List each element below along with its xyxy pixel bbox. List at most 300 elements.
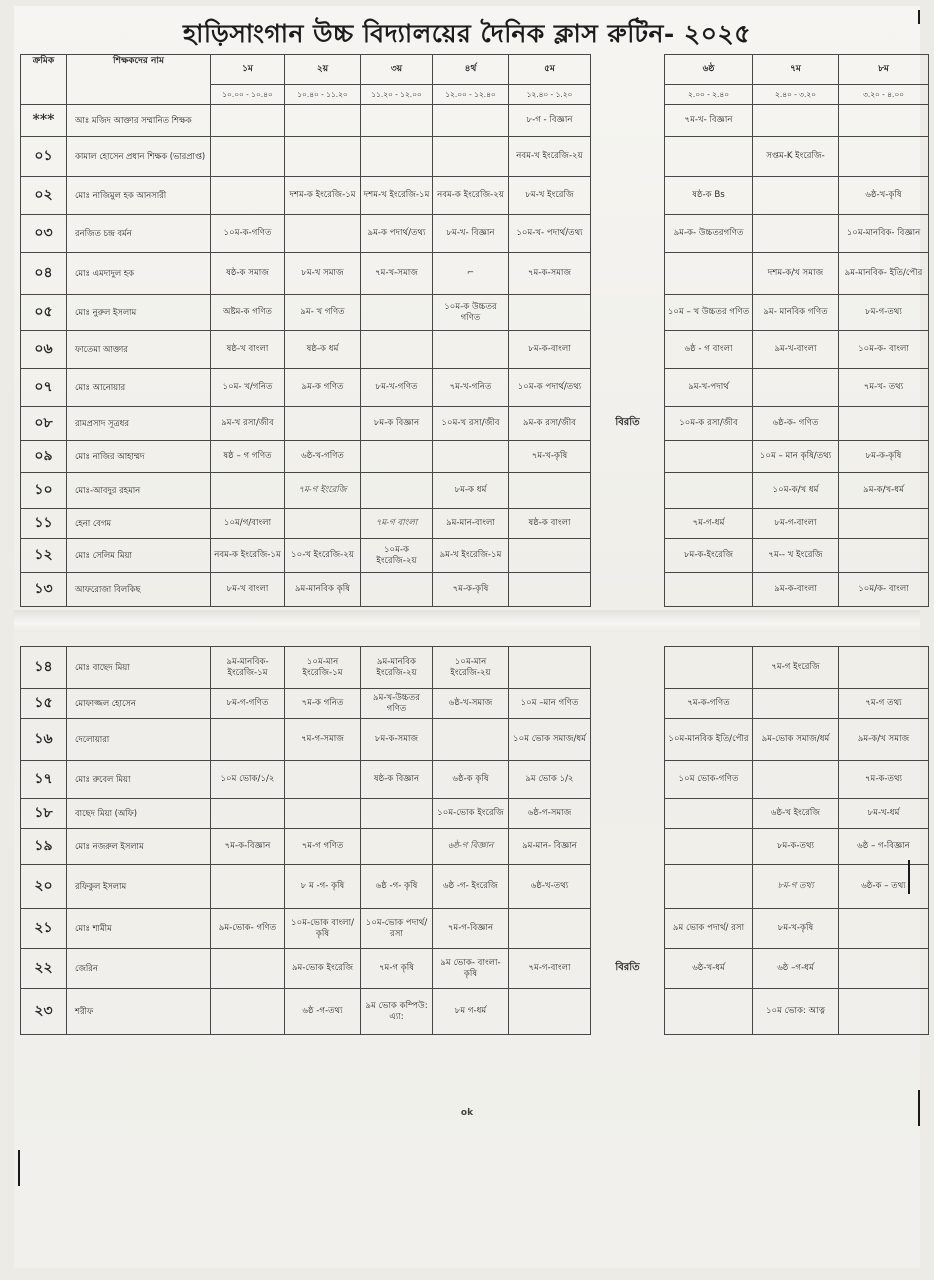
serial-cell: ০৫ xyxy=(21,295,67,331)
teacher-row xyxy=(21,829,929,865)
class-cell: ৭ম-ক-বিজ্ঞান xyxy=(211,829,285,865)
class-cell: ষষ্ঠ-ক বাংলা xyxy=(509,509,591,539)
teacher-name: মোঃ নুরুল ইসলাম xyxy=(67,295,211,331)
class-cell xyxy=(285,799,361,829)
class-cell xyxy=(361,473,433,509)
teacher-name: মোঃ আনোয়ার xyxy=(67,369,211,407)
serial-cell: ০২ xyxy=(21,177,67,215)
class-cell: ৭ম-খ-গনিত xyxy=(433,369,509,407)
class-cell: ৮ম-খ সমাজ xyxy=(285,253,361,295)
class-cell: ৬ষ্ঠ-খ-তথ্য xyxy=(509,865,591,909)
class-cell: ৯ম-খ-উচ্চতর গণিত xyxy=(361,689,433,719)
teacher-row xyxy=(21,295,929,331)
class-cell: নবম-খ ইংরেজি-২য় xyxy=(509,137,591,177)
teacher-name: ফাতেমা আক্তার xyxy=(67,331,211,369)
class-cell: ৯ম-মানবিক কৃষি xyxy=(285,573,361,607)
class-cell xyxy=(211,799,285,829)
class-cell: দশম-ক ইংরেজি-১ম xyxy=(285,177,361,215)
break-column xyxy=(591,719,665,761)
break-column xyxy=(591,829,665,865)
serial-cell: ০৪ xyxy=(21,253,67,295)
serial-cell: ১৯ xyxy=(21,829,67,865)
serial-cell: ০১ xyxy=(21,137,67,177)
break-column xyxy=(591,441,665,473)
break-column xyxy=(591,253,665,295)
class-cell: ১০ম-ক/খ ধর্ম xyxy=(753,473,839,509)
serial-cell: ০৩ xyxy=(21,215,67,253)
class-cell: ৯ম-ক পদার্থ/তথ্য xyxy=(361,215,433,253)
class-cell: ৯ম-মানবিক- ইতি/পৌর xyxy=(839,253,929,295)
class-cell: ১০ম-ক উচ্চতর গণিত xyxy=(433,295,509,331)
class-cell: ষষ্ঠ-খ বাংলা xyxy=(211,331,285,369)
class-cell: ৯ম-মান- বিজ্ঞান xyxy=(509,829,591,865)
handwritten-note: ৭ম-গ ইংরেজি xyxy=(285,473,361,509)
class-cell: ষষ্ঠ-ক ধর্ম xyxy=(285,331,361,369)
class-cell: ৭ম-ক-গণিত xyxy=(665,689,753,719)
class-cell: ৯ম-ভোক ইংরেজি xyxy=(285,949,361,989)
teacher-name: রনজিত চন্দ্র বর্মন xyxy=(67,215,211,253)
class-cell: ৬ষ্ঠ -গ-তথ্য xyxy=(285,989,361,1035)
class-cell xyxy=(433,719,509,761)
break-column: বিরতি xyxy=(591,407,665,441)
class-cell xyxy=(665,989,753,1035)
teacher-row xyxy=(21,539,929,573)
class-cell xyxy=(361,105,433,137)
margin-mark xyxy=(18,1150,20,1186)
class-cell: ষষ্ঠ – গ গণিত xyxy=(211,441,285,473)
break-column xyxy=(591,909,665,949)
break-column xyxy=(591,369,665,407)
class-cell xyxy=(665,473,753,509)
class-cell: ৮ম-গ-গণিত xyxy=(211,689,285,719)
class-cell: ৭ম-গ-বাংলা xyxy=(509,949,591,989)
class-cell xyxy=(839,647,929,689)
class-cell: ৬ষ্ঠ-খ ইংরেজি xyxy=(753,799,839,829)
class-cell: ৮ম-ক ধর্ম xyxy=(433,473,509,509)
class-cell: ৬ষ্ঠ-খ-ধর্ম xyxy=(665,949,753,989)
teacher-row xyxy=(21,137,929,177)
class-cell: ৯ম-খ-বাংলা xyxy=(753,331,839,369)
class-cell: ৬ষ্ঠ-গ-সমাজ xyxy=(509,799,591,829)
break-column xyxy=(591,473,665,509)
class-cell: ৯ম-ক- উচ্চতরগণিত xyxy=(665,215,753,253)
break-column-head xyxy=(591,55,665,85)
teacher-name: শরীফ xyxy=(67,989,211,1035)
break-column xyxy=(591,761,665,799)
class-cell: ৬ষ্ঠ – গ-বিজ্ঞান xyxy=(839,829,929,865)
class-cell: ৭ম-ক গনিত xyxy=(285,689,361,719)
class-cell: ৮ম-ক বিজ্ঞান xyxy=(361,407,433,441)
period-time: ১২.০০ - ১২.৪০ xyxy=(433,85,509,105)
class-cell: ৮ম-খ ইংরেজি xyxy=(509,177,591,215)
class-cell: ৯ম-মান-বাংলা xyxy=(433,509,509,539)
header-period: ৫ম xyxy=(509,55,591,85)
class-cell: ৬ষ্ঠ -গ- ইংরেজি xyxy=(433,865,509,909)
handwritten-note: ৬ষ্ঠ-গ বিজ্ঞান xyxy=(433,829,509,865)
class-cell: ৬ষ্ঠ -গ- কৃষি xyxy=(361,865,433,909)
break-column xyxy=(591,85,665,105)
teacher-name: মোঃ রুবেল মিয়া xyxy=(67,761,211,799)
break-column xyxy=(591,989,665,1035)
class-cell: নবম-ক ইংরেজি-২য় xyxy=(433,177,509,215)
routine-table-bottom xyxy=(20,646,929,1035)
period-time: ২.৪০ - ৩.২০ xyxy=(753,85,839,105)
teacher-row xyxy=(21,509,929,539)
class-cell: ৮ম-ক-বাংলা xyxy=(509,331,591,369)
class-cell: ৯ম-ভোক- গণিত xyxy=(211,909,285,949)
class-cell xyxy=(839,105,929,137)
teacher-name: মোঃ নজরুল ইসলাম xyxy=(67,829,211,865)
period-time: ১২.৪০ - ১.২০ xyxy=(509,85,591,105)
class-cell xyxy=(211,473,285,509)
page-title: হাড়িসাংগান উচ্চ বিদ্যালয়ের দৈনিক ক্লাস রুটিন- ২০২৫ xyxy=(183,19,751,48)
class-cell: ৬ষ্ঠ-খ-গণিত xyxy=(285,441,361,473)
class-cell: ১০ম ভোক সমাজ/ধর্ম xyxy=(509,719,591,761)
class-cell xyxy=(285,215,361,253)
class-cell: ১০ম-খ- পদার্থ/তথ্য xyxy=(509,215,591,253)
break-column xyxy=(591,539,665,573)
class-cell: ৮ম-খ- বিজ্ঞান xyxy=(433,215,509,253)
margin-mark xyxy=(918,1090,920,1126)
class-cell xyxy=(361,441,433,473)
teacher-row xyxy=(21,647,929,689)
class-cell: ৯ম- মানবিক গণিত xyxy=(753,295,839,331)
serial-cell: ০৯ xyxy=(21,441,67,473)
class-cell: ৮ম গ-ধর্ম xyxy=(433,989,509,1035)
class-cell: দশম-ক/খ সমাজ xyxy=(753,253,839,295)
class-cell: ৯ম-ভোক সমাজ/ধর্ম xyxy=(753,719,839,761)
class-cell: ৮ম-খ-ধর্ম xyxy=(839,799,929,829)
header-period: ৪র্থ xyxy=(433,55,509,85)
serial-cell: ১২ xyxy=(21,539,67,573)
class-cell: ৮ম-গ-তথ্য xyxy=(839,295,929,331)
class-cell: ৯ম-মানবিক- ইংরেজি-১ম xyxy=(211,647,285,689)
class-cell: ষষ্ঠ-ক সমাজ xyxy=(211,253,285,295)
class-cell: ৯ম ভোক- বাংলা-কৃষি xyxy=(433,949,509,989)
class-cell: ৬ষ্ঠ-ক কৃষি xyxy=(433,761,509,799)
class-cell: ৭ম-- খ ইংরেজি xyxy=(753,539,839,573)
class-cell: ৭ম-গ ইংরেজি xyxy=(753,647,839,689)
class-cell xyxy=(753,369,839,407)
teacher-name: রফিকুল ইসলাম xyxy=(67,865,211,909)
class-cell: ৯ম ভোক পদার্থ/ রসা xyxy=(665,909,753,949)
class-cell xyxy=(665,253,753,295)
class-cell xyxy=(211,719,285,761)
break-column xyxy=(591,105,665,137)
class-cell: ৯ম-খ-পদার্থ xyxy=(665,369,753,407)
class-cell xyxy=(509,573,591,607)
margin-mark xyxy=(918,10,920,24)
paper-fold xyxy=(14,610,920,632)
teacher-name: কামাল হোসেন প্রধান শিক্ষক (ভারপ্রাপ্ত) xyxy=(67,137,211,177)
class-cell: ৮ম-গ-বাংলা xyxy=(753,509,839,539)
class-cell: ১০ম ভোক/১/২ xyxy=(211,761,285,799)
class-cell: ১০ম-ভোক পদার্থ/ রসা xyxy=(361,909,433,949)
serial-cell: ১১ xyxy=(21,509,67,539)
class-cell xyxy=(361,137,433,177)
class-cell: ৭ম-খ- বিজ্ঞান xyxy=(665,105,753,137)
class-cell: ৭ম-গ তথ্য xyxy=(839,689,929,719)
class-cell: নবম-ক ইংরেজি-১ম xyxy=(211,539,285,573)
break-column xyxy=(591,689,665,719)
class-cell: ৮ম-খ বাংলা xyxy=(211,573,285,607)
teacher-name: মোঃ নাজির আহাম্মদ xyxy=(67,441,211,473)
serial-cell: *** xyxy=(21,105,67,137)
serial-cell: ১৬ xyxy=(21,719,67,761)
class-cell xyxy=(211,989,285,1035)
teacher-row xyxy=(21,761,929,799)
class-cell: ৬ষ্ঠ-খ-কৃষি xyxy=(839,177,929,215)
class-cell: ৮ম-ক-কৃষি xyxy=(839,441,929,473)
class-cell xyxy=(665,137,753,177)
class-cell xyxy=(665,865,753,909)
class-cell: ১০ম-ক ইংরেজি-২য় xyxy=(361,539,433,573)
class-cell xyxy=(509,989,591,1035)
class-cell xyxy=(665,647,753,689)
class-cell: ৯ম-ক রসা/জীব xyxy=(509,407,591,441)
class-cell xyxy=(211,137,285,177)
class-cell xyxy=(665,799,753,829)
serial-cell: ১৪ xyxy=(21,647,67,689)
teacher-row xyxy=(21,865,929,909)
class-cell xyxy=(211,105,285,137)
teacher-row xyxy=(21,989,929,1035)
class-cell: ৮ ম -গ- কৃষি xyxy=(285,865,361,909)
teacher-row xyxy=(21,909,929,949)
break-column xyxy=(591,295,665,331)
teacher-name: জেরিন xyxy=(67,949,211,989)
serial-cell: ১০ xyxy=(21,473,67,509)
teacher-name: দেলোয়ারা xyxy=(67,719,211,761)
class-cell: ৭ম-গ-ধর্ম xyxy=(665,509,753,539)
class-cell xyxy=(509,473,591,509)
teacher-name: মোঃ এমদাদুল হক xyxy=(67,253,211,295)
class-cell xyxy=(433,331,509,369)
class-cell xyxy=(753,105,839,137)
class-cell xyxy=(665,441,753,473)
header-serial: ক্রমিক xyxy=(21,55,67,105)
class-cell xyxy=(839,909,929,949)
class-cell: ১০ম – খ উচ্চতর গণিত xyxy=(665,295,753,331)
class-cell xyxy=(433,441,509,473)
class-cell: ৭ম-ক-সমাজ xyxy=(509,253,591,295)
teacher-row xyxy=(21,369,929,407)
serial-cell: ১৭ xyxy=(21,761,67,799)
break-column xyxy=(591,799,665,829)
class-cell xyxy=(665,573,753,607)
class-cell: ৮ম-খ-গণিত xyxy=(361,369,433,407)
class-cell: ৭ম-খ-সমাজ xyxy=(361,253,433,295)
class-cell: ৯ম-ক/খ সমাজ xyxy=(839,719,929,761)
serial-cell: ২০ xyxy=(21,865,67,909)
header-teacher: শিক্ষকদের নাম xyxy=(67,55,211,105)
class-cell: ষষ্ঠ-ক Bs xyxy=(665,177,753,215)
class-cell xyxy=(285,761,361,799)
class-cell: ৬ষ্ঠ-খ-সমাজ xyxy=(433,689,509,719)
routine-table-top xyxy=(20,54,929,607)
serial-cell: ২৩ xyxy=(21,989,67,1035)
class-cell: ১০ম-মানবিক- বিজ্ঞান xyxy=(839,215,929,253)
class-cell: ১০ম/গ/বাংলা xyxy=(211,509,285,539)
class-cell: ১০ম-ভোক বাংলা/কৃষি xyxy=(285,909,361,949)
serial-cell: ০৭ xyxy=(21,369,67,407)
class-cell: ৯ম-খ রসা/জীব xyxy=(211,407,285,441)
class-cell xyxy=(753,215,839,253)
header-period: ৬ষ্ঠ xyxy=(665,55,753,85)
class-cell: ৭ম-গ-সমাজ xyxy=(285,719,361,761)
class-cell xyxy=(839,509,929,539)
class-cell: ১০ম ভোক: আত্ন xyxy=(753,989,839,1035)
class-cell xyxy=(285,407,361,441)
handwritten-note: ৭ম-গ বাংলা xyxy=(361,509,433,539)
class-cell: ৮ম-ক-তথ্য xyxy=(753,829,839,865)
class-cell xyxy=(361,295,433,331)
class-cell: ৭ম-গ-বিজ্ঞান xyxy=(433,909,509,949)
serial-cell: ০৬ xyxy=(21,331,67,369)
break-column: বিরতি xyxy=(591,949,665,989)
class-cell: ১০ম-ভোক ইংরেজি xyxy=(433,799,509,829)
class-cell: সপ্তম-K ইংরেজি- xyxy=(753,137,839,177)
teacher-row xyxy=(21,441,929,473)
class-cell: ১০ম- খ/গনিত xyxy=(211,369,285,407)
teacher-name: মোঃ শামীম xyxy=(67,909,211,949)
class-cell xyxy=(211,949,285,989)
teacher-name: মোঃ-আবদুর রহমান xyxy=(67,473,211,509)
class-cell: ১০ম-ক পদার্থ/তথ্য xyxy=(509,369,591,407)
teacher-name: আঃ মজিদ আক্তার সম্মানিত শিক্ষক xyxy=(67,105,211,137)
class-cell xyxy=(433,137,509,177)
teacher-row xyxy=(21,719,929,761)
class-cell: ষষ্ঠ-ক বিজ্ঞান xyxy=(361,761,433,799)
class-cell: ৯ম-মানবিক ইংরেজি-২য় xyxy=(361,647,433,689)
class-cell: ৬ষ্ঠ-ক- গণিত xyxy=(753,407,839,441)
class-cell: ৮ম-ক-ইংরেজি xyxy=(665,539,753,573)
class-cell: ৭ম-খ-কৃষি xyxy=(509,441,591,473)
class-cell xyxy=(361,799,433,829)
class-cell: ৯ম-ক/খ-ধর্ম xyxy=(839,473,929,509)
class-cell xyxy=(665,829,753,865)
serial-cell: ১৮ xyxy=(21,799,67,829)
teacher-row xyxy=(21,331,929,369)
class-cell: ৬ষ্ঠ - গ বাংলা xyxy=(665,331,753,369)
class-cell: ৭ম-গ গণিত xyxy=(285,829,361,865)
teacher-row xyxy=(21,105,929,137)
break-column xyxy=(591,137,665,177)
class-cell: ৭ম-ক-কৃষি xyxy=(433,573,509,607)
header-period: ২য় xyxy=(285,55,361,85)
class-cell: অষ্টম-ক গণিত xyxy=(211,295,285,331)
break-column xyxy=(591,509,665,539)
class-cell xyxy=(839,137,929,177)
class-cell: ৯ম-ক গণিত xyxy=(285,369,361,407)
header-period: ৩য় xyxy=(361,55,433,85)
teacher-row xyxy=(21,177,929,215)
class-cell: ৭ম-গ কৃষি xyxy=(361,949,433,989)
handwritten-note: ⌐ xyxy=(433,253,509,295)
class-cell xyxy=(211,865,285,909)
class-cell xyxy=(753,761,839,799)
class-cell xyxy=(211,177,285,215)
header-period: ৭ম xyxy=(753,55,839,85)
class-cell: ১০ম-ক- বাংলা xyxy=(839,331,929,369)
teacher-row xyxy=(21,407,929,441)
class-cell xyxy=(361,829,433,865)
class-cell: ১০ম-ক রসা/জীব xyxy=(665,407,753,441)
class-cell: ৬ষ্ঠ –গ-ধর্ম xyxy=(753,949,839,989)
class-cell: ১০ম – মান কৃষি/তথ্য xyxy=(753,441,839,473)
class-cell: ৭ম-ক-তথ্য xyxy=(839,761,929,799)
class-cell: ৮ম-খ-কৃষি xyxy=(753,909,839,949)
serial-cell: ২২ xyxy=(21,949,67,989)
class-cell xyxy=(285,105,361,137)
teacher-row xyxy=(21,253,929,295)
class-cell: ১০ম –মান গণিত xyxy=(509,689,591,719)
period-time: ১০.৪০ - ১১.২০ xyxy=(285,85,361,105)
class-cell: ৯ম-ক-বাংলা xyxy=(753,573,839,607)
class-cell xyxy=(509,909,591,949)
class-cell xyxy=(509,539,591,573)
margin-mark xyxy=(908,860,910,894)
class-cell: দশম-খ ইংরেজি-১ম xyxy=(361,177,433,215)
header-row xyxy=(21,55,929,85)
teacher-row xyxy=(21,215,929,253)
class-cell xyxy=(753,177,839,215)
class-cell: ৯ম ভোক কম্পিউ: এ্যা: xyxy=(361,989,433,1035)
serial-cell: ২১ xyxy=(21,909,67,949)
class-cell: ৯ম- খ গণিত xyxy=(285,295,361,331)
header-period: ১ম xyxy=(211,55,285,85)
class-cell: ১০ম-মান ইংরেজি-১ম xyxy=(285,647,361,689)
footer-note: ok xyxy=(460,1108,474,1118)
class-cell xyxy=(285,137,361,177)
class-cell: ৭ম-খ- তথ্য xyxy=(839,369,929,407)
teacher-name: হেনা বেগম xyxy=(67,509,211,539)
class-cell: ১০ম-মান ইংরেজি-২য় xyxy=(433,647,509,689)
period-time: ৩.২০ - ৪.০০ xyxy=(839,85,929,105)
teacher-name: বাছেদ মিয়া (অফি) xyxy=(67,799,211,829)
break-column xyxy=(591,331,665,369)
class-cell: ১০ম ভোক-গণিত xyxy=(665,761,753,799)
class-cell: ৮-গ - বিজ্ঞান xyxy=(509,105,591,137)
class-cell: ১০-খ ইংরেজি-২য় xyxy=(285,539,361,573)
teacher-name: মোফাজ্জল হোসেন xyxy=(67,689,211,719)
teacher-row xyxy=(21,573,929,607)
class-cell xyxy=(839,989,929,1035)
period-time: ১১.২০ - ১২.০০ xyxy=(361,85,433,105)
break-column xyxy=(591,573,665,607)
teacher-name: মোঃ বাছেদ মিয়া xyxy=(67,647,211,689)
teacher-row xyxy=(21,689,929,719)
class-cell: ৯ম-খ ইংরেজি-১ম xyxy=(433,539,509,573)
teacher-row xyxy=(21,799,929,829)
class-cell xyxy=(509,295,591,331)
class-cell xyxy=(839,407,929,441)
teacher-row xyxy=(21,473,929,509)
class-cell: ১০ম/ক- বাংলা xyxy=(839,573,929,607)
class-cell xyxy=(753,689,839,719)
teacher-name: মোঃ নাজিমুল হক আনসারী xyxy=(67,177,211,215)
class-cell xyxy=(285,509,361,539)
teacher-row xyxy=(21,949,929,989)
class-cell: ১০ম-খ রসা/জীব xyxy=(433,407,509,441)
break-column xyxy=(591,647,665,689)
serial-cell: ১৫ xyxy=(21,689,67,719)
class-cell xyxy=(361,331,433,369)
serial-cell: ১৩ xyxy=(21,573,67,607)
class-cell xyxy=(839,949,929,989)
break-column xyxy=(591,177,665,215)
period-time: ১০.০০ - ১০.৪০ xyxy=(211,85,285,105)
